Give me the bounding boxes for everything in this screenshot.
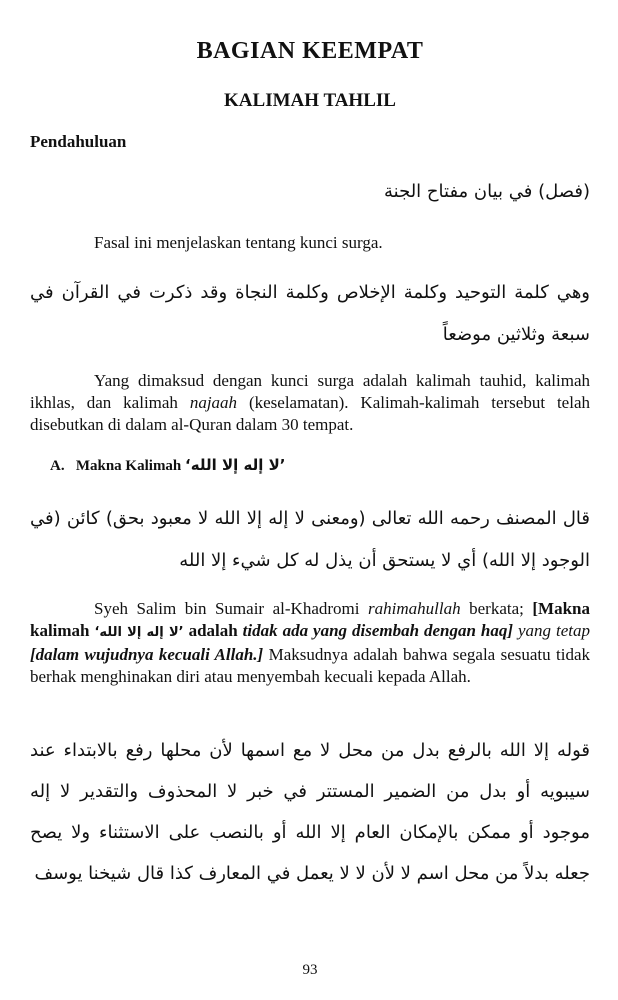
bold-text-a: [Makna kalimah [30, 599, 591, 640]
latin-paragraph-1 [30, 232, 590, 254]
latin-text-a: Yang dimaksud dengan kunci surga adalah kalimah tauhid, kalimah ikhlas, dan kalimah [30, 371, 590, 412]
latin-text-e: Maksudnya adalah bahwa segala sesuatu tidak berhak menghinakan diri atau menyembah kecuali kepada Allah. [30, 645, 591, 686]
arabic-paragraph-1: (فصل) في بيان مفتاح الجنة [384, 181, 590, 202]
chapter-subtitle: KALIMAH TAHLIL [224, 90, 396, 111]
latin-text-b: berkata; [460, 599, 533, 618]
arabic-paragraph-4: قوله إلا الله بالرفع بدل من محل لا مع اسمها لأن محلها رفع بالابتداء عند سيبويه أو بدل من الضمير المستتر في خبر لا المحذوف والتقدير لا إله موجود أو ممكن بالإمكان العام إلا الله أو بالنصب على الاستثناء ولا يصح جعله بدلاً من محل اسم لا لأن لا لا يعمل في المعارف كذا قال شيخنا يوسف [30, 740, 590, 884]
latin-paragraph-2 [30, 370, 590, 436]
latin-paragraph-3 [30, 598, 590, 688]
page-number: 93 [302, 962, 318, 978]
chapter-title: BAGIAN KEEMPAT [196, 38, 424, 64]
bold-arabic: ‘لا إله إلا الله’ [94, 625, 184, 640]
arabic-paragraph-3: قال المصنف رحمه الله تعالى (ومعنى لا إله إلا الله لا معبود بحق) كائن (في الوجود إلا الله) أي لا يستحق أن يذل له كل شيء إلا الله [30, 508, 590, 571]
italic-text: yang tetap [517, 621, 590, 640]
latin-text: Fasal ini menjelaskan tentang kunci surga. [94, 233, 383, 252]
section-heading: Pendahuluan [30, 132, 127, 151]
subsection-marker: A. [50, 458, 65, 474]
bold-text-b: adalah [183, 621, 243, 640]
subsection-arabic: ‘لا إله إلا الله’ [185, 456, 286, 474]
latin-text-b: (keselamatan). Kalimah-kalimah tersebut telah disebutkan di dalam al-Quran dalam 30 tempat. [30, 393, 590, 434]
subsection-label: Makna Kalimah [75, 458, 182, 474]
latin-term: rahimahullah [368, 599, 461, 618]
bold-italic-text-2: [dalam wujudnya kecuali Allah.] [30, 645, 264, 664]
arabic-paragraph-2: وهي كلمة التوحيد وكلمة الإخلاص وكلمة النجاة وقد ذكرت في القرآن في سبعة وثلاثين موضعاً [30, 282, 590, 345]
bold-italic-text: tidak ada yang disembah dengan haq] [242, 621, 514, 640]
subsection-heading [50, 456, 285, 475]
latin-text-a: Syeh Salim bin Sumair al-Khadromi [94, 599, 369, 618]
latin-term: najaah [189, 393, 238, 412]
